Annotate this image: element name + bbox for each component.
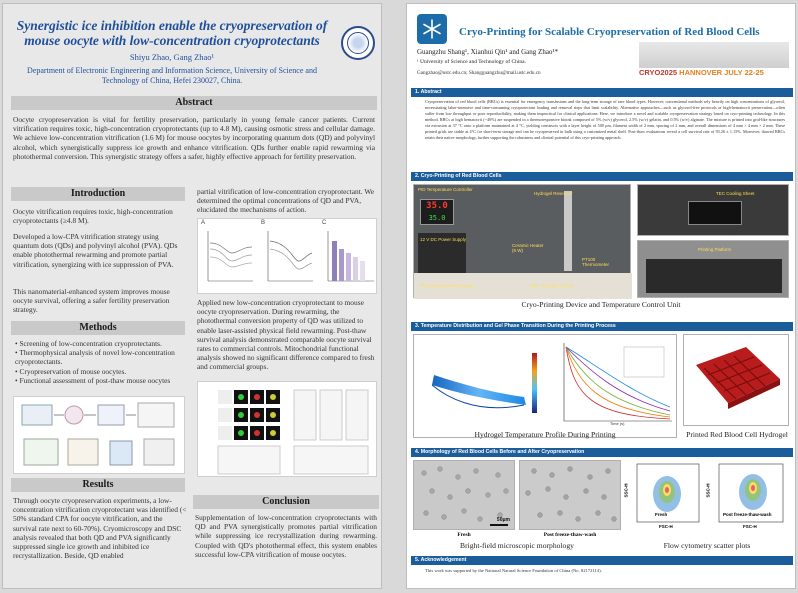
micro-fresh-image xyxy=(413,460,515,530)
right-poster-title: Cryo-Printing for Scalable Cryopreservation of Red Blood Cells xyxy=(459,26,760,38)
device-photo xyxy=(413,184,631,298)
tec-cooling-photo xyxy=(637,184,789,236)
left-poster-authors: Shiyu Zhao, Gang Zhao¹ xyxy=(129,52,215,62)
snowflake-logo-icon xyxy=(417,14,447,44)
scale-bar xyxy=(490,524,508,526)
rbc-cells-post xyxy=(520,461,622,531)
fluorescence-grid xyxy=(198,382,378,478)
section-cryo-printing: 2. Cryo-Printing of Red Blood Cells xyxy=(411,172,793,181)
scale-bar-label: 50μm xyxy=(496,517,510,523)
plot-xlabel: Time (s) xyxy=(610,421,625,426)
right-poster-email: Gangzhao@ustc.edu.cn; Shangguangzhu@mail.ustc.edu.cn xyxy=(417,70,541,76)
results-text: Through oocyte cryopreservation experiments, a low-concentration vitrification cryoprotectant was identified (< 50% standard CPA for oocyte vitrification, and the survival rate next to 60-70%). Cryomicroscopy and DSC analysis revealed that both QD and PVA significantly suppressed single ice growth and inhibited ice recrystallization. Beside, QD enabled xyxy=(13,496,187,561)
flow-post-plot xyxy=(707,460,789,538)
left-poster-affiliation: Department of Electronic Engineering and Information Science, University of Science and Technology of China, Hefei 230027, China. xyxy=(27,66,317,85)
heatmap-and-curves xyxy=(414,335,678,439)
methods-figure xyxy=(13,396,185,474)
tec-sheet xyxy=(688,201,742,225)
thermal-analysis-figure xyxy=(197,218,377,294)
micro-post-image xyxy=(519,460,621,530)
section-acknowledgement: 5. Acknowledgement xyxy=(411,556,793,565)
flow-fresh-plot xyxy=(625,460,705,538)
label-printing-platform: Printing Platform xyxy=(698,247,732,252)
label-insulation: Thermal Insulation Sponge xyxy=(420,283,474,288)
mid-text-1: partial vitrification of low-concentration cryoprotectant. We determined the optimal concentrations of QD and PVA, elucidated the mechanisms of action. xyxy=(197,187,374,215)
section-morphology: 4. Morphology of Red Blood Cells Before and After Cryopreservation xyxy=(411,448,793,457)
panel-label-b: B xyxy=(261,220,266,226)
results-heading: Results xyxy=(11,478,185,492)
conclusion-heading: Conclusion xyxy=(193,495,379,509)
device-caption: Cryo-Printing Device and Temperature Control Unit xyxy=(521,300,681,309)
label-pt100: PT100 Thermometer xyxy=(582,257,610,267)
flow-fresh-label: Fresh xyxy=(655,512,668,517)
right-poster xyxy=(406,3,796,589)
profile-caption: Hydrogel Temperature Profile During Printing xyxy=(474,430,616,439)
pid-controller xyxy=(420,199,454,225)
syringe xyxy=(564,191,572,271)
thermal-curves xyxy=(198,219,378,295)
introduction-heading: Introduction xyxy=(11,187,185,201)
label-dc-power: 12 V DC Power Supply xyxy=(420,237,467,242)
fluorescence-figure xyxy=(197,381,377,477)
label-hydrogel-reservoir: Hydrogel Reservoir xyxy=(534,191,573,196)
printed-caption: Printed Red Blood Cell Hydrogel xyxy=(686,430,788,439)
acknowledgement-text: This work was supported by the National Natural Science Foundation of China (No. 82172114). xyxy=(425,568,602,573)
abstract-text: Oocyte cryopreservation is vital for fertility preservation, particularly in young female cancer patients. Current vitrification requires toxic, high-concentration cryoprotectants (up to 4.8 M), causing osmotic stress and cellular damage. We achieve low-concentration vitrification (1.6 M) for mouse oocytes by incorporating quantum dots (QD) and polyvinyl alcohol, which synergistically suppress ice growth and enhance vitrification. QDs further enable rapid rewarming via photothermal conversion. This synergistic strategy offers a safer, highly effective approach for fertility preservation. xyxy=(13,115,375,161)
panel-label-c: C xyxy=(322,220,327,226)
flow-post-ylabel: SSC-H xyxy=(705,483,711,498)
methods-heading: Methods xyxy=(11,321,185,335)
rbc-hydrogel-grid xyxy=(684,335,790,427)
printing-platform-photo xyxy=(637,240,789,298)
label-ceramic-heater: Ceramic Heater (5 W) xyxy=(512,243,544,253)
intro-paragraph-1: Oocyte vitrification requires toxic, high-concentration cryoprotectants (≥4.8 M). xyxy=(13,207,173,226)
methods-item: • Screening of low-concentration cryoprotectants. xyxy=(15,339,162,348)
conclusion-text: Supplementation of low-concentration cryoprotectants with QD and PVA synergistically promotes partial vitrification while suppressing ice recrystallization during rewarming. Coupled with QD's photothermal effect, this system enables successful low-CPA vitrification of mouse oocytes. xyxy=(195,513,377,559)
university-logo xyxy=(341,26,375,60)
temperature-profile-figure xyxy=(413,334,677,438)
micro-fresh-label: Fresh xyxy=(457,532,471,538)
methods-schematic xyxy=(14,397,186,475)
right-poster-authors: Guangzhu Shang¹, Xianhui Qin¹ and Gang Zhao¹* xyxy=(417,48,559,56)
micro-post-label: Post freeze-thaw-wash xyxy=(543,532,597,538)
panel-label-a: A xyxy=(201,220,206,226)
label-temp-controller: PID Temperature Controller xyxy=(418,187,473,192)
flow-caption: Flow cytometry scatter plots xyxy=(663,541,751,550)
methods-item: • Thermophysical analysis of novel low-concentration cryoprotectants. xyxy=(15,348,175,367)
intro-paragraph-3: This nanomaterial-enhanced system improves mouse oocyte survival, offering a safer fertility preservation strategy. xyxy=(13,287,170,315)
intro-paragraph-2: Developed a low-CPA vitrification strategy using quantum dots (QDs) and polyvinyl alcohol (PVA). QDs enable photothermal rewarming and promote partial vitrification, synergizing with ice suppression of PVA. xyxy=(13,232,178,269)
right-abstract-text: Cryopreservation of red blood cells (RBCs) is essential for emergency transfusions and the long-term storage of rare blood types. However, conventional methods rely heavily on high concentrations of glycerol, necessitating labor-intensive and time-consuming cryoprotectant loading and removal steps that limit scalability. Alternative approaches—such as glycerol-free protocols or high-hematocrit preservation—often suffer from low throughput or poor reproducibility, making them impractical for clinical applications. Here, we introduce a novel and scalable cryopreservation strategy based on cryo-printing technology. In this method, RBCs at high hematocrit (~40%) are suspended in a thermoresponsive bioink composed of 5% (w/v) glycerol, 2.5% (w/v) gelatin, and 0.5% (w/v) alginate. The mixture is printed into grid-like structures via extrusion at 37 °C onto a platform maintained at 4 °C, yielding constructs with a layer height of 500 μm, filament width of 2 mm, spacing of 2 mm, and overall dimensions of 4 mm × 4 mm × 2 mm. These printed grids are stable at 4°C for short-term storage and can be cryopreserved in bulk using a customized metal shelf. Post-thaw evaluations reveal a cell survival rate of 93.26 ± 1.15%. Moreover, thawed RBCs retain their native morphology, further supporting the robustness and clinical potential of this cryo-printing approach. xyxy=(425,99,785,140)
city-skyline xyxy=(639,42,789,68)
methods-list xyxy=(15,339,185,385)
section-temperature: 3. Temperature Distribution and Gel Phase Transition During the Printing Process xyxy=(411,322,793,331)
section-abstract: 1. Abstract xyxy=(411,88,793,97)
flow-post-xlabel: FSC-H xyxy=(743,524,757,529)
conference-brand: CRYO2025 HANNOVER JULY 22-25 xyxy=(639,68,764,77)
temp-setpoint: 35.0 xyxy=(428,214,446,222)
conference-banner xyxy=(639,42,789,84)
right-poster-affiliation: ¹ University of Science and Technology of China. xyxy=(417,59,526,65)
label-rbc-output: RBC Hydrogel Output xyxy=(530,283,574,288)
temp-readout: 35.0 xyxy=(426,201,448,211)
platform-surface xyxy=(646,259,782,293)
left-poster-title: Synergistic ice inhibition enable the cryopreservation of mouse oocyte with low-concentration cryoprotectants xyxy=(16,18,328,48)
flow-fresh-xlabel: FSC-H xyxy=(659,524,673,529)
methods-item: • Functional assessment of post-thaw mouse oocytes xyxy=(15,375,171,385)
flow-fresh-ylabel: SSC-H xyxy=(623,483,629,498)
abstract-heading: Abstract xyxy=(11,96,377,110)
flow-post-label: Post freeze-thaw-wash xyxy=(723,512,772,517)
micro-caption: Bright-field microscopic morphology xyxy=(460,541,574,550)
mid-text-2: Applied new low-concentration cryoprotectant to mouse oocyte cryopreservation. During rewarming, the photothermal conversion property of QD was utilized to enable laser-assisted physical field rewarming. Post-thaw survival analysis demonstrated comparable oocyte survival rates to commercial controls. Mitochondrial functional analysis showed no significant difference compared to fresh and commercial groups. xyxy=(197,298,375,372)
left-poster xyxy=(2,3,382,589)
printed-rbc-photo xyxy=(683,334,789,426)
methods-item: • Cryopreservation of mouse oocytes. xyxy=(15,366,127,376)
label-tec-cooling: TEC Cooling Sheet xyxy=(716,191,755,196)
